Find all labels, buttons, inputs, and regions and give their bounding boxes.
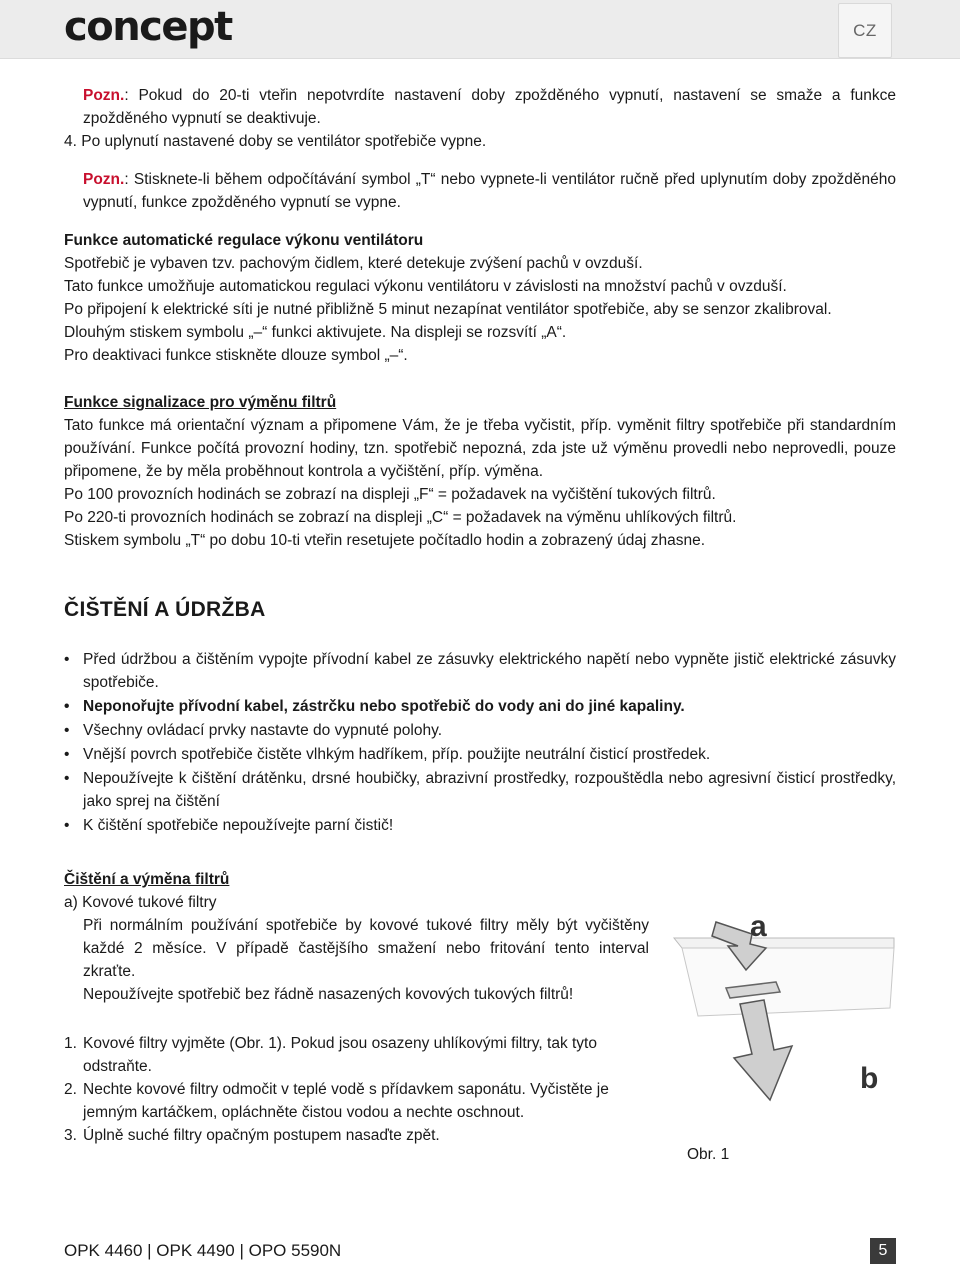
step-text: Nechte kovové filtry odmočit v teplé vodě s přídavkem saponátu. Vyčistěte je jemným kartáčkem, opláchněte čistou vodou a nechte oschnout. xyxy=(83,1081,609,1121)
bullet-item: • Všechny ovládací prvky nastavte do vypnuté polohy. xyxy=(64,719,896,742)
hood-edge xyxy=(674,938,894,948)
note-label: Pozn. xyxy=(83,87,125,104)
filters-paragraph: Při normálním používání spotřebiče by kovové tukové filtry měly být vyčištěny každé 2 měsíce. V případě častějšího smažení nebo fritování tento interval zkraťte. xyxy=(83,917,649,980)
bullet-item: • Nepoužívejte k čištění drátěnku, drsné houbičky, abrazivní prostředky, rozpouštědla nebo agresivní čisticí prostředky, jako sprej na čištění xyxy=(64,767,896,813)
filters-subheading: a) Kovové tukové filtry xyxy=(64,894,217,911)
filter-signal-paragraph: Tato funkce má orientační význam a připomene Vám, že je třeba vyčistit, příp. vyměnit filtry spotřebiče při standardním používání. Funkce počítá provozní hodiny, tzn. spotřebič nepozná, zda jste už výměnu provedli nebo neprovedli, pouze připomene, že by měla proběhnout kontrola a vyčištění, příp. výměna. xyxy=(64,417,896,480)
language-badge: CZ xyxy=(838,3,892,58)
note-text: : Stisknete-li během odpočítávání symbol „T“ nebo vypnete-li ventilátor ručně před uplynutím doby zpožděného vypnutí, funkce zpožděného vypnutí se vypne. xyxy=(83,171,896,211)
step-text: Úplně suché filtry opačným postupem nasaďte zpět. xyxy=(83,1127,440,1144)
filter-steps-list xyxy=(64,1032,639,1147)
step-number: 1. xyxy=(64,1035,77,1052)
note-label: Pozn. xyxy=(83,171,125,188)
filters-warning: Nepoužívejte spotřebič bez řádně nasazených kovových tukových filtrů! xyxy=(83,986,574,1003)
header-bar xyxy=(0,0,960,59)
auto-regulation-line: Tato funkce umožňuje automatickou regulaci výkonu ventilátoru v závislosti na množství pachů v ovzduší. xyxy=(64,278,787,295)
bullet-item: • K čištění spotřebiče nepoužívejte parní čistič! xyxy=(64,814,896,837)
note-text: : Pokud do 20-ti vteřin nepotvrdíte nastavení doby zpožděného vypnutí, nastavení se smaže a funkce zpožděného vypnutí se deaktivuje. xyxy=(83,87,896,127)
step-text: Kovové filtry vyjměte (Obr. 1). Pokud jsou osazeny uhlíkovými filtry, tak tyto odstraňte. xyxy=(83,1035,597,1075)
filter-signal-line: Po 100 provozních hodinách se zobrazí na displeji „F“ = požadavek na vyčištění tukových filtrů. xyxy=(64,486,716,503)
label-b: b xyxy=(860,1062,879,1095)
brand-logo: concept xyxy=(64,4,232,50)
step-item xyxy=(64,1124,639,1147)
auto-regulation-line: Pro deaktivaci funkce stiskněte dlouze symbol „–“. xyxy=(64,347,408,364)
label-a: a xyxy=(750,910,767,943)
bullet-item: • Vnější povrch spotřebiče čistěte vlhkým hadříkem, příp. použijte neutrální čisticí prostředek. xyxy=(64,743,896,766)
note-1 xyxy=(64,84,896,130)
step-4: 4. Po uplynutí nastavené doby se ventilátor spotřebiče vypne. xyxy=(64,133,487,150)
filters-heading: Čištění a výměna filtrů xyxy=(64,871,230,888)
filter-removal-illustration xyxy=(668,904,900,1104)
page-number: 5 xyxy=(870,1238,896,1264)
auto-regulation-heading: Funkce automatické regulace výkonu ventilátoru xyxy=(64,232,424,249)
auto-regulation-line: Po připojení k elektrické síti je nutné přibližně 5 minut nezapínat ventilátor spotřebiče, aby se senzor zkalibroval. xyxy=(64,301,832,318)
bullet-item: • Před údržbou a čištěním vypojte přívodní kabel ze zásuvky elektrického napětí nebo vypněte jistič elektrické zásuvky spotřebiče. xyxy=(64,648,896,694)
auto-regulation-line: Spotřebič je vybaven tzv. pachovým čidlem, které detekuje zvýšení pachů v ovzduší. xyxy=(64,255,643,272)
step-item xyxy=(64,1078,639,1124)
step-item xyxy=(64,1032,639,1078)
filter-signal-line: Stiskem symbolu „T“ po dobu 10-ti vteřin resetujete počítadlo hodin a zobrazený údaj zhasne. xyxy=(64,532,706,549)
figure-caption: Obr. 1 xyxy=(687,1146,730,1163)
filter-signal-heading: Funkce signalizace pro výměnu filtrů xyxy=(64,394,337,411)
bullet-item-warning: • Neponořujte přívodní kabel, zástrčku nebo spotřebič do vody ani do jiné kapaliny. xyxy=(64,695,896,718)
note-2 xyxy=(64,168,896,214)
auto-regulation-line: Dlouhým stiskem symbolu „–“ funkci aktivujete. Na displeji se rozsvítí „A“. xyxy=(64,324,567,341)
cleaning-section-title: ČIŠTĚNÍ A ÚDRŽBA xyxy=(64,598,266,621)
step-number: 2. xyxy=(64,1081,77,1098)
cleaning-bullet-list xyxy=(64,648,896,837)
arrow-b-icon xyxy=(734,1000,792,1100)
hood-panel xyxy=(682,948,894,1016)
step-number: 3. xyxy=(64,1127,77,1144)
footer-model-numbers: OPK 4460 | OPK 4490 | OPO 5590N xyxy=(64,1241,342,1260)
filter-signal-line: Po 220-ti provozních hodinách se zobrazí na displeji „C“ = požadavek na výměnu uhlíkových filtrů. xyxy=(64,509,737,526)
